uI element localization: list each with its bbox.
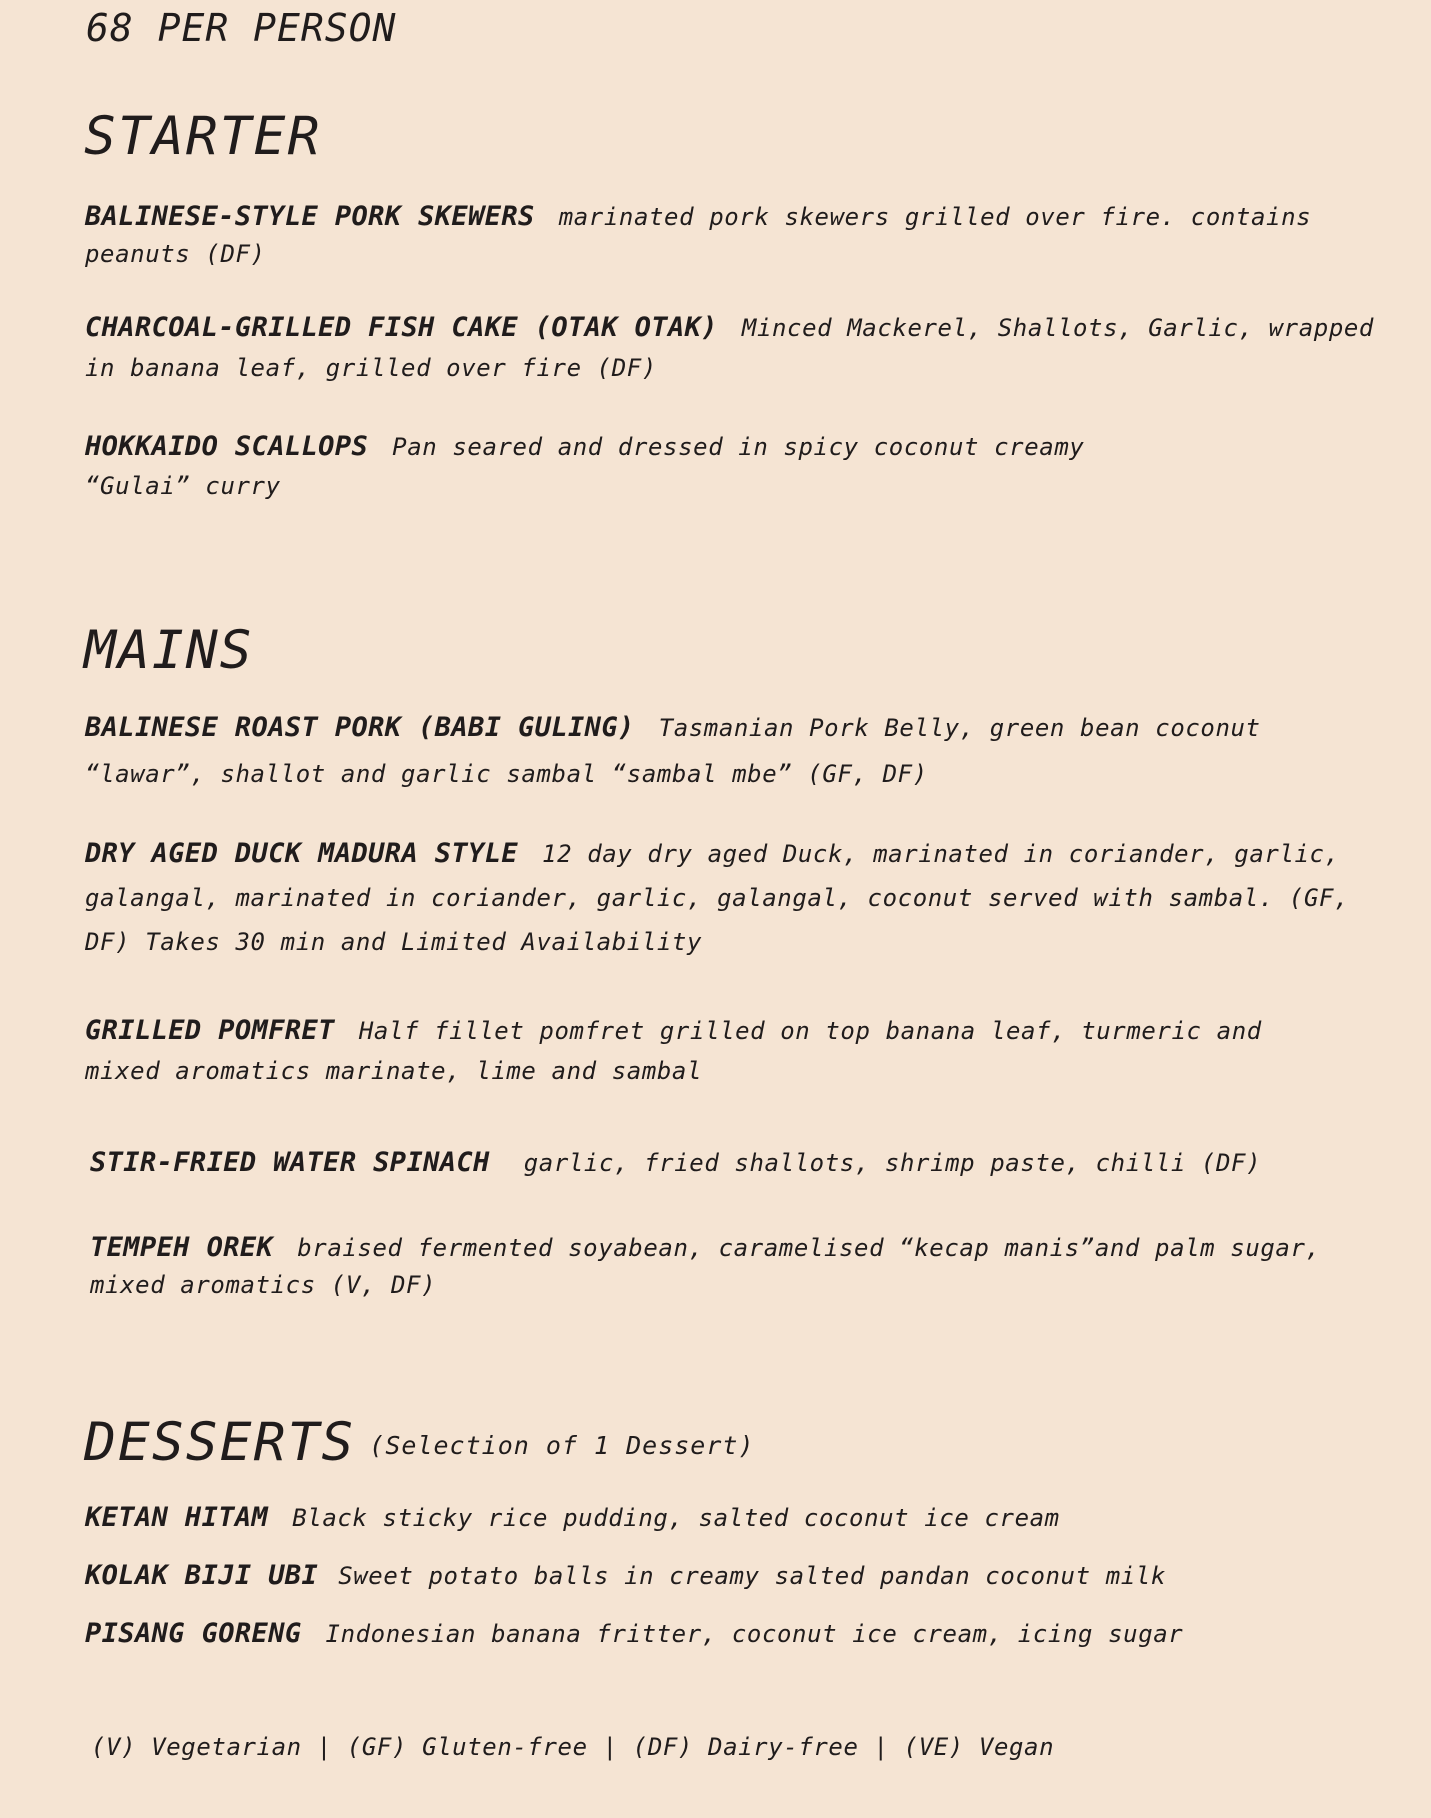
item-name: STIR-FRIED WATER SPINACH — [90, 1147, 490, 1178]
item-description: braised fermented soyabean, caramelised “kecap manis”and palm sugar, mixed aromatics (V, DF) — [90, 1234, 1321, 1299]
item-description: Tasmanian Pork Belly, green bean coconut “lawar”, shallot and garlic sambal “sambal mbe” (GF, DF) — [85, 714, 1261, 788]
item-name: PISANG GORENG — [85, 1618, 302, 1649]
item-description: Half fillet pomfret grilled on top banana leaf, turmeric and mixed aromatics marinate, lime and sambal — [85, 1017, 1262, 1085]
menu-item-pomfret — [85, 1011, 1315, 1091]
section-title-desserts — [84, 1412, 755, 1473]
menu-item-duck — [85, 832, 1395, 964]
item-description: garlic, fried shallots, shrimp paste, chilli (DF) — [523, 1149, 1262, 1177]
item-name: KOLAK BIJI UBI — [85, 1560, 319, 1591]
item-name: TEMPEH OREK — [90, 1232, 274, 1263]
dietary-legend: (V) Vegetarian | (GF) Gluten-free | (DF) Dairy-free | (VE) Vegan — [91, 1733, 1055, 1761]
item-description: marinated pork skewers grilled over fire. contains peanuts (DF) — [85, 203, 1312, 268]
item-description: 12 day dry aged Duck, marinated in coriander, garlic, galangal, marinated in coriander, garlic, galangal, coconut served with sambal. (GF, DF) Takes 30 min and Limited Availability — [85, 840, 1350, 956]
item-name: GRILLED POMFRET — [85, 1015, 335, 1046]
menu-item-pork-skewers — [85, 198, 1395, 273]
menu-item-ketan-hitam — [85, 1498, 1395, 1538]
item-name: DRY AGED DUCK MADURA STYLE — [85, 838, 519, 869]
item-description: Black sticky rice pudding, salted coconut ice cream — [292, 1504, 1060, 1532]
item-description: Sweet potato balls in creamy salted pandan coconut milk — [338, 1562, 1166, 1590]
menu-item-fish-cake — [85, 308, 1395, 388]
menu-item-water-spinach — [90, 1143, 1400, 1183]
menu-item-scallops — [85, 427, 1135, 506]
price-per-person: 68 PER PERSON — [86, 6, 397, 50]
item-name: CHARCOAL-GRILLED FISH CAKE (OTAK OTAK) — [85, 312, 718, 343]
item-name: HOKKAIDO SCALLOPS — [85, 431, 369, 462]
menu-item-pisang-goreng — [85, 1614, 1395, 1654]
section-title-starter: STARTER — [84, 106, 322, 167]
item-description: Pan seared and dressed in spicy coconut creamy “Gulai” curry — [85, 433, 1085, 500]
menu-item-roast-pork — [85, 705, 1395, 797]
menu-item-tempeh — [90, 1229, 1390, 1304]
desserts-selection-note: (Selection of 1 Dessert) — [369, 1431, 755, 1460]
section-title-mains: MAINS — [84, 620, 254, 681]
item-name: KETAN HITAM — [85, 1502, 269, 1533]
desserts-title-text: DESSERTS — [84, 1412, 356, 1473]
item-description: Minced Mackerel, Shallots, Garlic, wrapped in banana leaf, grilled over fire (DF) — [85, 314, 1374, 382]
item-description: Indonesian banana fritter, coconut ice cream, icing sugar — [325, 1620, 1184, 1648]
menu-item-kolak — [85, 1556, 1395, 1596]
item-name: BALINESE-STYLE PORK SKEWERS — [85, 201, 535, 232]
item-name: BALINESE ROAST PORK (BABI GULING) — [85, 712, 635, 743]
